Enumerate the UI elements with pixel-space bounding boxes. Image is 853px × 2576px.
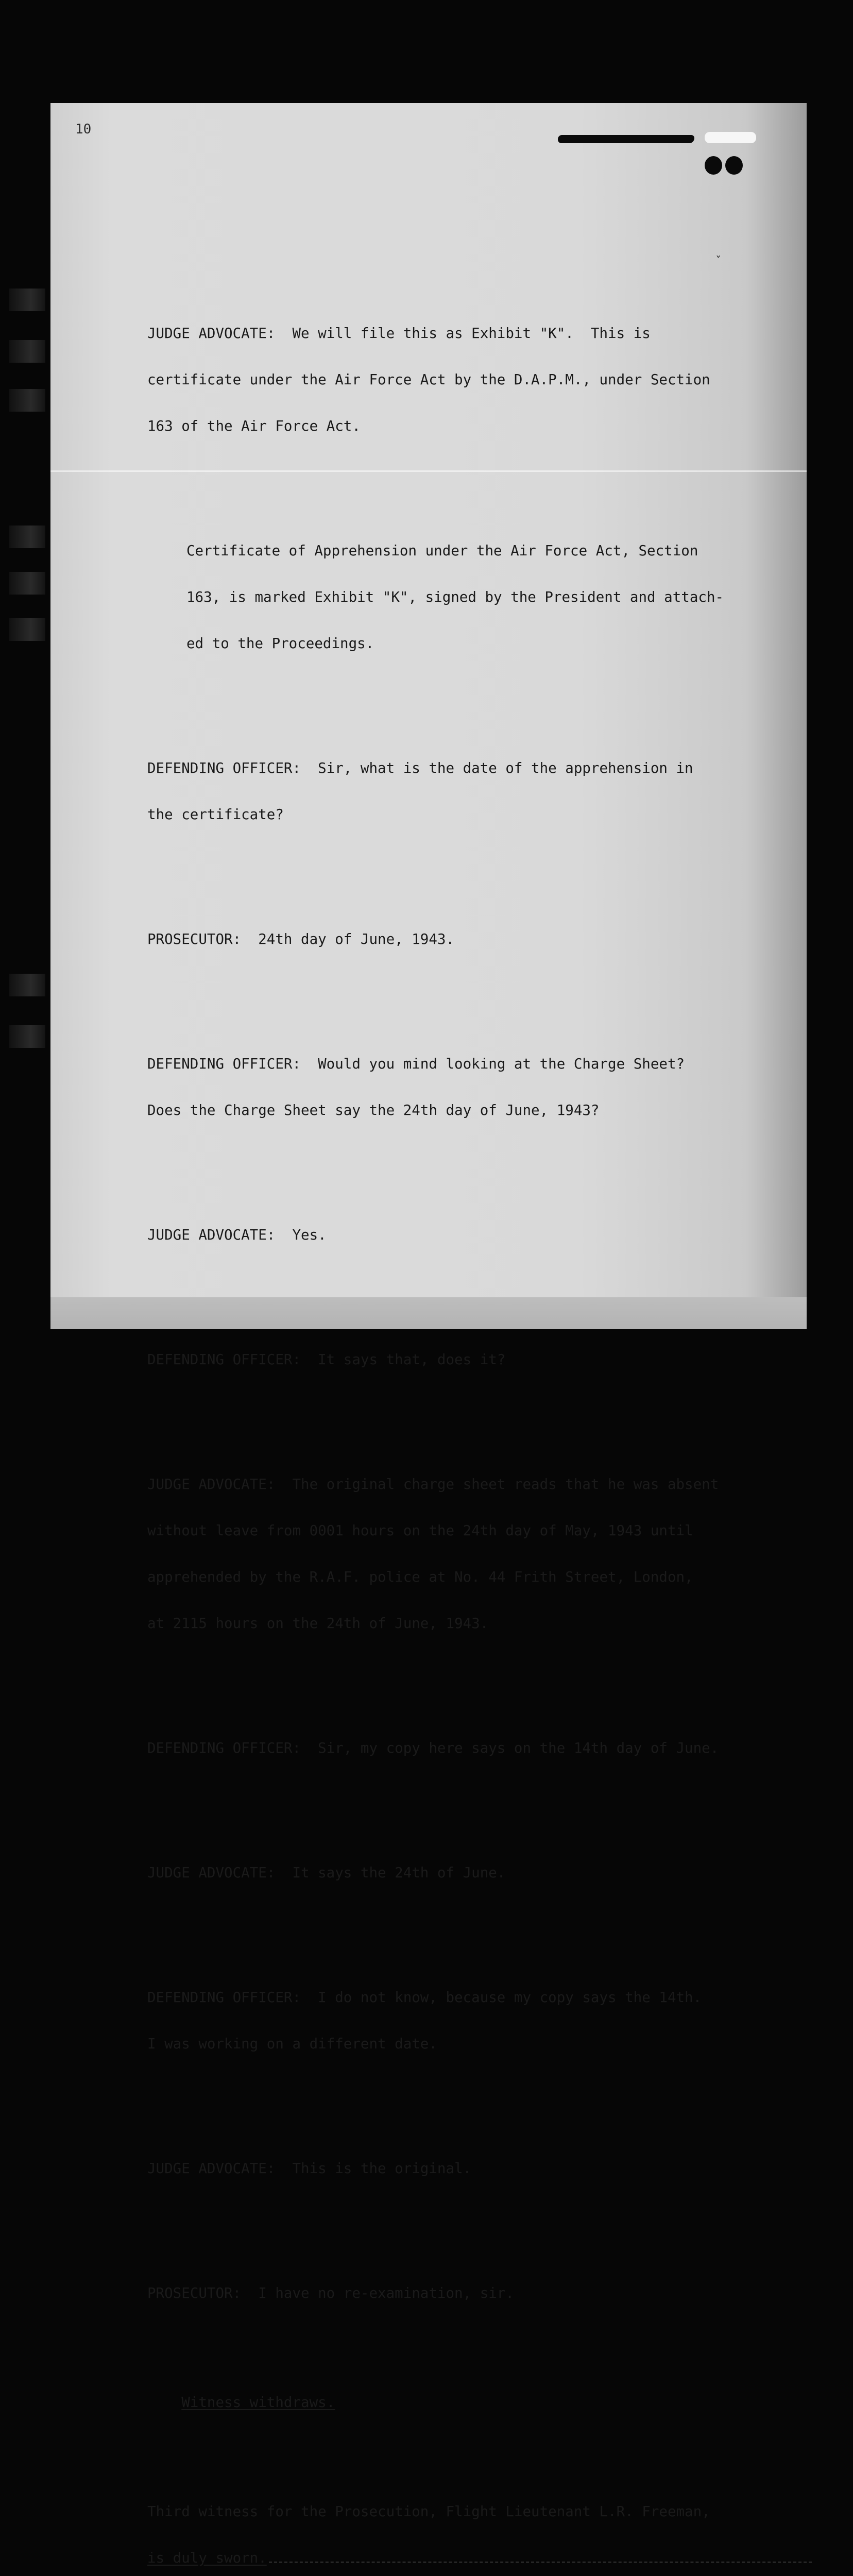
paragraph-judge-advocate-3 <box>147 1446 812 1662</box>
paragraph-judge-advocate-2 <box>147 1196 812 1274</box>
film-edge-mark <box>9 526 45 548</box>
transcript-line: PROSECUTOR: 24th day of June, 1943. <box>147 931 455 947</box>
paragraph-judge-advocate-5 <box>147 2130 812 2207</box>
paragraph-defending-officer-4 <box>147 1709 812 1787</box>
tick-mark: ˇ <box>715 255 722 268</box>
redaction-mark <box>558 135 694 143</box>
transcript-line: PROSECUTOR: I have no re-examination, sir. <box>147 2285 514 2301</box>
film-edge-mark <box>9 340 45 363</box>
paragraph-judge-advocate-1 <box>147 295 812 465</box>
paragraph-exhibit-note <box>147 512 812 682</box>
paragraph-third-witness <box>147 2473 812 2576</box>
transcript-line: Witness withdraws. <box>181 2394 335 2411</box>
paragraph-defending-officer-5 <box>147 1959 812 2082</box>
transcript-line: at 2115 hours on the 24th of June, 1943. <box>147 1615 489 1632</box>
correction-mark <box>705 132 756 143</box>
transcript-line: is duly sworn. <box>147 2550 267 2566</box>
paragraph-prosecutor-2 <box>147 2255 812 2332</box>
page-number: 10 <box>75 122 92 137</box>
transcript-line: DEFENDING OFFICER: Sir, what is the date of the apprehension in <box>147 760 693 776</box>
film-edge-mark <box>9 389 45 412</box>
film-edge-mark <box>9 1025 45 1048</box>
transcript-line: JUDGE ADVOCATE: It says the 24th of June. <box>147 1865 506 1881</box>
transcript-line: DEFENDING OFFICER: I do not know, because my copy says the 14th. <box>147 1989 702 2006</box>
transcript <box>147 264 812 2576</box>
paragraph-judge-advocate-4 <box>147 1834 812 1911</box>
transcript-line: Third witness for the Prosecution, Flight Lieutenant L.R. Freeman, <box>147 2503 710 2520</box>
transcript-line: DEFENDING OFFICER: Sir, my copy here says on the 14th day of June. <box>147 1740 719 1756</box>
transcript-line: Does the Charge Sheet say the 24th day of June, 1943? <box>147 1102 600 1118</box>
film-edge-mark <box>9 572 45 595</box>
transcript-line: JUDGE ADVOCATE: We will file this as Exhibit "K". This is <box>147 325 651 342</box>
punch-hole <box>705 156 722 175</box>
paragraph-defending-officer-2 <box>147 1025 812 1149</box>
sworn-line <box>147 2550 812 2566</box>
film-edge-mark <box>9 618 45 641</box>
transcript-line: Certificate of Apprehension under the Air Force Act, Section <box>186 543 698 559</box>
transcript-line: JUDGE ADVOCATE: This is the original. <box>147 2160 472 2177</box>
transcript-line: apprehended by the R.A.F. police at No. 44 Frith Street, London, <box>147 1569 693 1585</box>
dashed-rule <box>269 2550 812 2563</box>
transcript-line: without leave from 0001 hours on the 24th day of May, 1943 until <box>147 1522 693 1539</box>
transcript-line: the certificate? <box>147 806 284 823</box>
witness-withdraws-heading <box>147 2379 812 2426</box>
transcript-line: certificate under the Air Force Act by the D.A.P.M., under Section <box>147 371 710 388</box>
paragraph-defending-officer-3 <box>147 1321 812 1398</box>
transcript-line: JUDGE ADVOCATE: The original charge sheet reads that he was absent <box>147 1476 719 1493</box>
transcript-line: I was working on a different date. <box>147 2036 437 2052</box>
transcript-line: DEFENDING OFFICER: Would you mind looking at the Charge Sheet? <box>147 1056 685 1072</box>
film-edge-mark <box>9 289 45 311</box>
paragraph-prosecutor-1 <box>147 901 812 978</box>
transcript-line: ed to the Proceedings. <box>186 635 374 652</box>
punch-hole <box>725 156 743 175</box>
transcript-line: JUDGE ADVOCATE: Yes. <box>147 1227 327 1243</box>
transcript-line: DEFENDING OFFICER: It says that, does it? <box>147 1351 506 1368</box>
transcript-line: 163 of the Air Force Act. <box>147 418 361 434</box>
transcript-line: 163, is marked Exhibit "K", signed by the President and attach- <box>186 589 724 605</box>
paragraph-defending-officer-1 <box>147 730 812 853</box>
film-edge-mark <box>9 974 45 996</box>
